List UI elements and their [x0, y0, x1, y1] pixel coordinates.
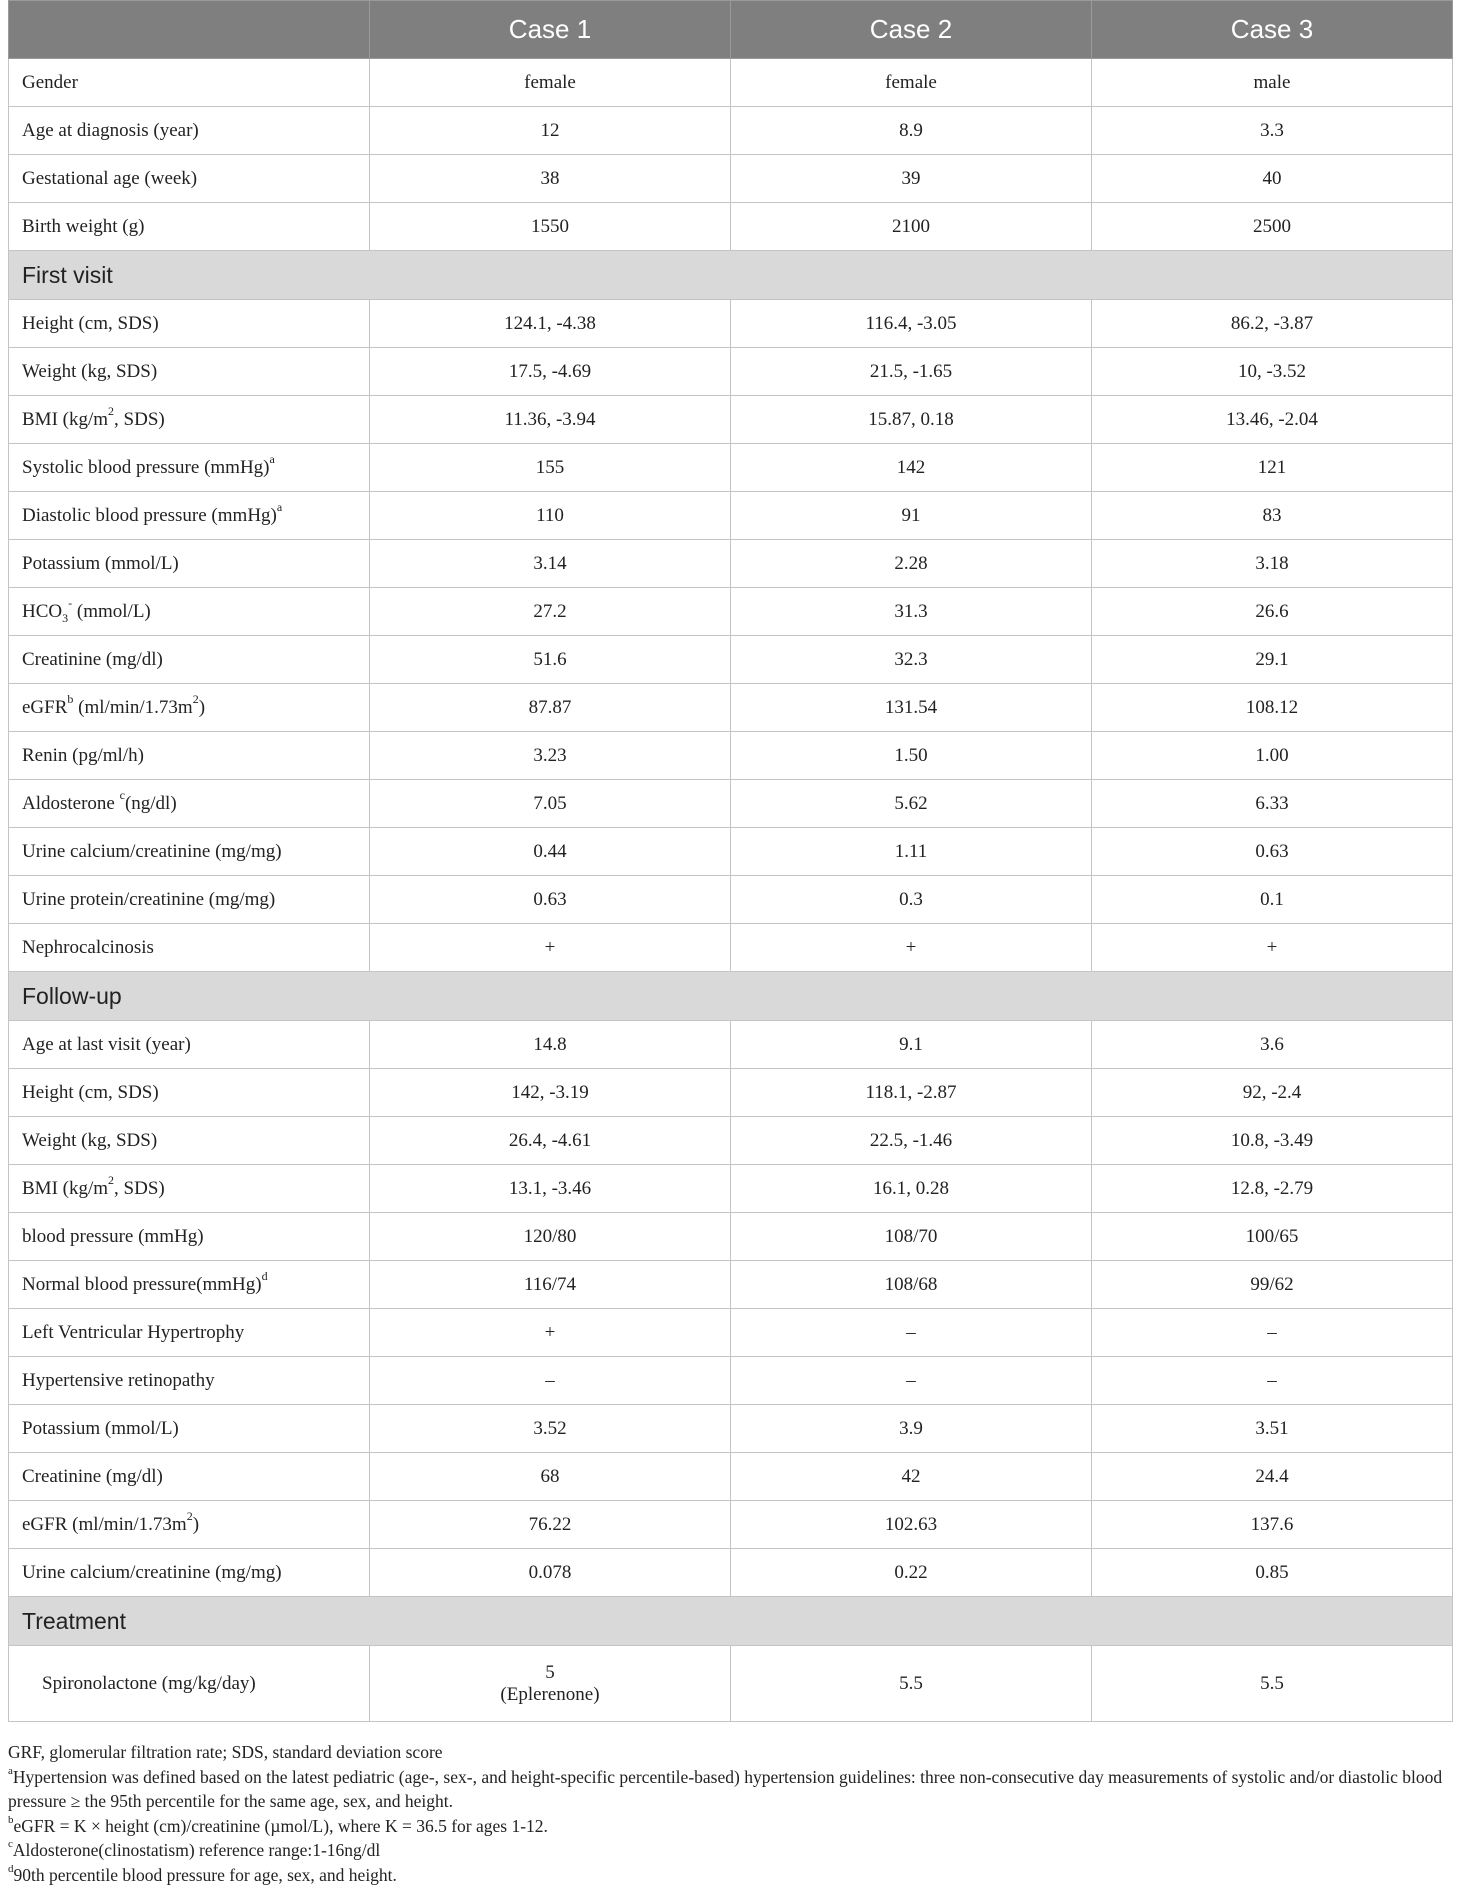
table-row	[9, 588, 1453, 636]
table-row	[9, 1117, 1453, 1165]
label-part: (ng/dl)	[124, 792, 177, 814]
cell: +	[370, 1309, 731, 1357]
table-row	[9, 684, 1453, 732]
label-part: BMI (kg/m	[22, 1177, 109, 1199]
footnote-text: 90th percentile blood pressure for age, sex, and height.	[13, 1864, 397, 1885]
cell: 29.1	[1092, 636, 1453, 684]
row-label: Weight (kg, SDS)	[9, 1117, 370, 1165]
table-row	[9, 1213, 1453, 1261]
cell: 155	[370, 444, 731, 492]
cell: 21.5, -1.65	[731, 348, 1092, 396]
cell: 0.63	[1092, 828, 1453, 876]
table-row	[9, 636, 1453, 684]
cell: 8.9	[731, 107, 1092, 155]
label-superscript: 2	[192, 692, 199, 707]
table-row	[9, 540, 1453, 588]
row-label: Height (cm, SDS)	[9, 300, 370, 348]
footnote-mark: a	[276, 500, 283, 515]
table-row	[9, 1357, 1453, 1405]
table-row	[9, 1261, 1453, 1309]
cell: 31.3	[731, 588, 1092, 636]
cell: 10.8, -3.49	[1092, 1117, 1453, 1165]
table-row	[9, 1309, 1453, 1357]
footnote-mark: d	[8, 1862, 14, 1875]
table-row	[9, 1453, 1453, 1501]
table-row	[9, 1646, 1453, 1722]
cell: 3.51	[1092, 1405, 1453, 1453]
cell: 86.2, -3.87	[1092, 300, 1453, 348]
label-part: HCO	[22, 600, 63, 622]
table-row	[9, 780, 1453, 828]
header-row	[9, 1, 1453, 59]
cell: –	[370, 1357, 731, 1405]
row-label	[9, 780, 370, 828]
cell: 137.6	[1092, 1501, 1453, 1549]
cell: 6.33	[1092, 780, 1453, 828]
cell: 87.87	[370, 684, 731, 732]
row-label: Urine calcium/creatinine (mg/mg)	[9, 1549, 370, 1597]
table-row	[9, 1069, 1453, 1117]
label-part: , SDS)	[114, 408, 165, 430]
table-row	[9, 1021, 1453, 1069]
row-label	[9, 588, 370, 636]
cell: 32.3	[731, 636, 1092, 684]
cell: 0.63	[370, 876, 731, 924]
row-label: Urine calcium/creatinine (mg/mg)	[9, 828, 370, 876]
header-case-3: Case 3	[1092, 1, 1453, 59]
cell: 116/74	[370, 1261, 731, 1309]
cell: 3.6	[1092, 1021, 1453, 1069]
cell: 16.1, 0.28	[731, 1165, 1092, 1213]
cell: 68	[370, 1453, 731, 1501]
row-label: Creatinine (mg/dl)	[9, 1453, 370, 1501]
table-row	[9, 732, 1453, 780]
cell: –	[1092, 1309, 1453, 1357]
row-label	[9, 396, 370, 444]
cell: 3.14	[370, 540, 731, 588]
cell: +	[731, 924, 1092, 972]
row-label: Creatinine (mg/dl)	[9, 636, 370, 684]
footnote-mark: a	[269, 452, 275, 467]
cell: 108/68	[731, 1261, 1092, 1309]
footnote-text: Hypertension was defined based on the latest pediatric (age-, sex-, and height-specific percentile-based) hypertension guidelines: three non-consecutive day measurements of systolic and/or diastolic blood pressure ≥ the 95th percentile for the same age, sex, and height.	[8, 1766, 1443, 1811]
table-row	[9, 300, 1453, 348]
cell: 39	[731, 155, 1092, 203]
row-label: Potassium (mmol/L)	[9, 540, 370, 588]
header-case-1: Case 1	[370, 1, 731, 59]
cell: 91	[731, 492, 1092, 540]
label-part: (mmol/L)	[72, 600, 151, 622]
cell-line: 5	[545, 1661, 555, 1683]
footnote-c	[8, 1838, 1452, 1863]
label-superscript: 2	[108, 1173, 115, 1188]
row-label: blood pressure (mmHg)	[9, 1213, 370, 1261]
table-row	[9, 924, 1453, 972]
cell: 2.28	[731, 540, 1092, 588]
table-row	[9, 396, 1453, 444]
cell: 1.11	[731, 828, 1092, 876]
row-label: Gender	[9, 59, 370, 107]
label-part: eGFR (ml/min/1.73m	[22, 1513, 187, 1535]
table-row	[9, 828, 1453, 876]
cell: 40	[1092, 155, 1453, 203]
cell: 110	[370, 492, 731, 540]
label-part: BMI (kg/m	[22, 408, 109, 430]
cell: 3.23	[370, 732, 731, 780]
label-part: Diastolic blood pressure (mmHg)	[22, 504, 277, 526]
cell: 108.12	[1092, 684, 1453, 732]
cell: 121	[1092, 444, 1453, 492]
cell: 5.5	[1092, 1646, 1453, 1722]
cell: 13.1, -3.46	[370, 1165, 731, 1213]
footnote-b	[8, 1814, 1452, 1839]
cell: 124.1, -4.38	[370, 300, 731, 348]
footnote-d	[8, 1863, 1452, 1888]
cell: 24.4	[1092, 1453, 1453, 1501]
footnote-mark: a	[8, 1764, 13, 1777]
cell: female	[370, 59, 731, 107]
footnote-abbrev: GRF, glomerular filtration rate; SDS, standard deviation score	[8, 1742, 443, 1762]
row-label: Age at diagnosis (year)	[9, 107, 370, 155]
label-part: , SDS)	[114, 1177, 165, 1199]
table-row	[9, 107, 1453, 155]
row-label	[9, 444, 370, 492]
table-row	[9, 1549, 1453, 1597]
cell: male	[1092, 59, 1453, 107]
label-part: Aldosterone	[22, 792, 120, 814]
cell: 3.52	[370, 1405, 731, 1453]
cell: 92, -2.4	[1092, 1069, 1453, 1117]
table-row	[9, 492, 1453, 540]
table-row	[9, 203, 1453, 251]
cell: 5.62	[731, 780, 1092, 828]
cell: 142	[731, 444, 1092, 492]
cell: 100/65	[1092, 1213, 1453, 1261]
cell	[370, 1646, 731, 1722]
table-container	[8, 0, 1452, 1722]
label-superscript: 2	[186, 1509, 193, 1524]
footnote-mark: c	[119, 788, 125, 803]
section-title: First visit	[9, 251, 1453, 300]
cell: 2100	[731, 203, 1092, 251]
cell: 0.3	[731, 876, 1092, 924]
table-row	[9, 444, 1453, 492]
cell: 12	[370, 107, 731, 155]
cell: female	[731, 59, 1092, 107]
section-row-first-visit	[9, 251, 1453, 300]
row-label	[9, 1261, 370, 1309]
row-label	[9, 684, 370, 732]
row-label: Gestational age (week)	[9, 155, 370, 203]
cell: 2500	[1092, 203, 1453, 251]
header-case-2: Case 2	[731, 1, 1092, 59]
cell: 0.44	[370, 828, 731, 876]
cell: 1550	[370, 203, 731, 251]
cell: 12.8, -2.79	[1092, 1165, 1453, 1213]
cell: 108/70	[731, 1213, 1092, 1261]
cell: 1.00	[1092, 732, 1453, 780]
table-row	[9, 155, 1453, 203]
row-label: Renin (pg/ml/h)	[9, 732, 370, 780]
header-blank	[9, 1, 370, 59]
cell: 7.05	[370, 780, 731, 828]
label-part: Systolic blood pressure (mmHg)	[22, 456, 270, 478]
cell-line: (Eplerenone)	[500, 1683, 600, 1705]
cell: 10, -3.52	[1092, 348, 1453, 396]
footnote-text: Aldosterone(clinostatism) reference range:1-16ng/dl	[12, 1840, 381, 1860]
section-row-treatment	[9, 1597, 1453, 1646]
section-title: Follow-up	[9, 972, 1453, 1021]
cell: 42	[731, 1453, 1092, 1501]
cell: 131.54	[731, 684, 1092, 732]
cell: 15.87, 0.18	[731, 396, 1092, 444]
cell: 76.22	[370, 1501, 731, 1549]
row-label: Birth weight (g)	[9, 203, 370, 251]
cell: –	[731, 1309, 1092, 1357]
cell: 14.8	[370, 1021, 731, 1069]
cell: 38	[370, 155, 731, 203]
label-part: )	[198, 696, 206, 718]
cell: 102.63	[731, 1501, 1092, 1549]
cell: 142, -3.19	[370, 1069, 731, 1117]
row-label: Spironolactone (mg/kg/day)	[9, 1646, 370, 1722]
cell: 0.22	[731, 1549, 1092, 1597]
cell: 17.5, -4.69	[370, 348, 731, 396]
row-label	[9, 492, 370, 540]
section-title: Treatment	[9, 1597, 1453, 1646]
cell: 3.18	[1092, 540, 1453, 588]
row-label: Nephrocalcinosis	[9, 924, 370, 972]
cell: 0.85	[1092, 1549, 1453, 1597]
row-label: Hypertensive retinopathy	[9, 1357, 370, 1405]
cell: 51.6	[370, 636, 731, 684]
table-row	[9, 876, 1453, 924]
table-row	[9, 1405, 1453, 1453]
footnote-a	[8, 1765, 1452, 1814]
row-label: Weight (kg, SDS)	[9, 348, 370, 396]
row-label: Left Ventricular Hypertrophy	[9, 1309, 370, 1357]
row-label	[9, 1501, 370, 1549]
row-label: Urine protein/creatinine (mg/mg)	[9, 876, 370, 924]
label-superscript: -	[68, 596, 73, 611]
cell: +	[1092, 924, 1453, 972]
footnote-mark: b	[8, 1813, 14, 1826]
table-row	[9, 348, 1453, 396]
cell: 27.2	[370, 588, 731, 636]
label-part: eGFR	[22, 696, 68, 718]
label-part: (ml/min/1.73m	[73, 696, 193, 718]
cell: 3.9	[731, 1405, 1092, 1453]
cell: –	[1092, 1357, 1453, 1405]
cell: 13.46, -2.04	[1092, 396, 1453, 444]
label-superscript: 2	[108, 404, 115, 419]
cell: –	[731, 1357, 1092, 1405]
footnote-text: eGFR = K × height (cm)/creatinine (µmol/L), where K = 36.5 for ages 1-12.	[13, 1815, 548, 1836]
cell: 118.1, -2.87	[731, 1069, 1092, 1117]
table-row	[9, 1165, 1453, 1213]
row-label: Height (cm, SDS)	[9, 1069, 370, 1117]
cell: 22.5, -1.46	[731, 1117, 1092, 1165]
cell: 116.4, -3.05	[731, 300, 1092, 348]
cell: 3.3	[1092, 107, 1453, 155]
table-row	[9, 59, 1453, 107]
clinical-data-table	[8, 0, 1453, 1722]
table-row	[9, 1501, 1453, 1549]
cell: 11.36, -3.94	[370, 396, 731, 444]
cell: 5.5	[731, 1646, 1092, 1722]
label-subscript: 3	[62, 610, 69, 625]
row-label	[9, 1165, 370, 1213]
footnote-mark: b	[67, 692, 74, 707]
cell: 99/62	[1092, 1261, 1453, 1309]
footnote-mark: d	[261, 1269, 268, 1284]
label-part: )	[192, 1513, 200, 1535]
label-part: Normal blood pressure(mmHg)	[22, 1273, 262, 1295]
cell: 1.50	[731, 732, 1092, 780]
cell: 120/80	[370, 1213, 731, 1261]
cell: 26.4, -4.61	[370, 1117, 731, 1165]
cell: 83	[1092, 492, 1453, 540]
row-label: Potassium (mmol/L)	[9, 1405, 370, 1453]
section-row-follow-up	[9, 972, 1453, 1021]
cell: 26.6	[1092, 588, 1453, 636]
cell: 9.1	[731, 1021, 1092, 1069]
cell: 0.078	[370, 1549, 731, 1597]
cell: +	[370, 924, 731, 972]
table-footnotes	[8, 1740, 1452, 1887]
row-label: Age at last visit (year)	[9, 1021, 370, 1069]
cell: 0.1	[1092, 876, 1453, 924]
footnote-mark: c	[8, 1838, 13, 1851]
